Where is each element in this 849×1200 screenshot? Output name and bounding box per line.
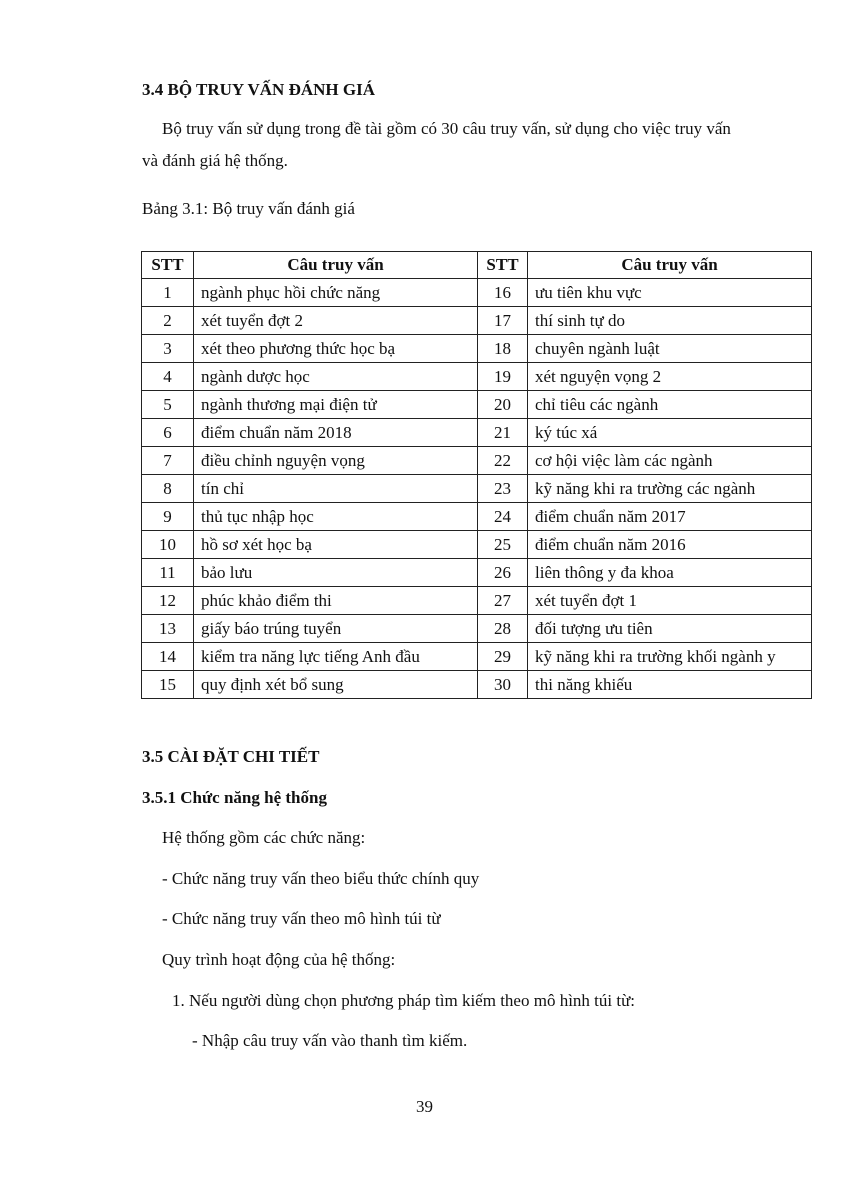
row-number: 24 [478,503,528,531]
query-text: liên thông y đa khoa [528,559,812,587]
table-caption: Bảng 3.1: Bộ truy vấn đánh giá [142,199,355,218]
query-table [141,251,812,699]
row-number: 17 [478,307,528,335]
row-number: 11 [142,559,194,587]
row-number: 19 [478,363,528,391]
query-text: tín chỉ [194,475,478,503]
table-row [142,503,812,531]
query-text: xét theo phương thức học bạ [194,335,478,363]
table-row [142,587,812,615]
query-text: thủ tục nhập học [194,503,478,531]
body-line: Hệ thống gồm các chức năng: [162,828,366,847]
row-number: 4 [142,363,194,391]
row-number: 6 [142,419,194,447]
subsection-heading: 3.5.1 Chức năng hệ thống [142,788,327,807]
query-text: ngành phục hồi chức năng [194,279,478,307]
row-number: 22 [478,447,528,475]
query-text: ngành dược học [194,363,478,391]
query-text: quy định xét bổ sung [194,671,478,699]
row-number: 2 [142,307,194,335]
section-heading-2: 3.5 CÀI ĐẶT CHI TIẾT [142,747,320,766]
row-number: 9 [142,503,194,531]
row-number: 18 [478,335,528,363]
row-number: 16 [478,279,528,307]
row-number: 28 [478,615,528,643]
query-text: ngành thương mại điện tử [194,391,478,419]
query-text: thí sinh tự do [528,307,812,335]
body-line: - Chức năng truy vấn theo biểu thức chính quy [162,869,480,888]
row-number: 12 [142,587,194,615]
query-text: kỹ năng khi ra trường khối ngành y [528,643,812,671]
table-row [142,363,812,391]
query-text: điểm chuẩn năm 2018 [194,419,478,447]
query-text: điểm chuẩn năm 2016 [528,531,812,559]
page-number: 39 [416,1097,433,1116]
table-row [142,279,812,307]
row-number: 15 [142,671,194,699]
table-row [142,335,812,363]
header-stt-right: STT [478,252,528,279]
header-query-left: Câu truy vấn [194,252,478,279]
query-text: kiểm tra năng lực tiếng Anh đầu [194,643,478,671]
row-number: 27 [478,587,528,615]
header-query-right: Câu truy vấn [528,252,812,279]
row-number: 30 [478,671,528,699]
row-number: 29 [478,643,528,671]
table-row [142,419,812,447]
query-text: thi năng khiếu [528,671,812,699]
table-row [142,447,812,475]
query-text: bảo lưu [194,559,478,587]
query-text: giấy báo trúng tuyển [194,615,478,643]
table-row [142,643,812,671]
row-number: 14 [142,643,194,671]
query-text: ưu tiên khu vực [528,279,812,307]
row-number: 10 [142,531,194,559]
table-row [142,307,812,335]
row-number: 3 [142,335,194,363]
row-number: 26 [478,559,528,587]
intro-paragraph-line-2: và đánh giá hệ thống. [142,151,288,170]
section-heading: 3.4 BỘ TRUY VẤN ĐÁNH GIÁ [142,80,375,99]
query-text: đối tượng ưu tiên [528,615,812,643]
table-row [142,391,812,419]
table-row [142,475,812,503]
row-number: 7 [142,447,194,475]
table-row [142,671,812,699]
row-number: 20 [478,391,528,419]
query-text: hồ sơ xét học bạ [194,531,478,559]
numbered-list-item: 1. Nếu người dùng chọn phương pháp tìm kiếm theo mô hình túi từ: [172,991,636,1010]
row-number: 1 [142,279,194,307]
query-text: cơ hội việc làm các ngành [528,447,812,475]
table-row [142,531,812,559]
query-text: xét tuyển đợt 2 [194,307,478,335]
row-number: 25 [478,531,528,559]
row-number: 8 [142,475,194,503]
body-line: - Chức năng truy vấn theo mô hình túi từ [162,909,441,928]
query-text: kỹ năng khi ra trường các ngành [528,475,812,503]
query-text: điểm chuẩn năm 2017 [528,503,812,531]
header-stt-left: STT [142,252,194,279]
row-number: 5 [142,391,194,419]
table-header-row [142,252,812,279]
intro-paragraph-line-1: Bộ truy vấn sử dụng trong đề tài gồm có 30 câu truy vấn, sử dụng cho việc truy vấn [162,119,731,138]
query-text: phúc khảo điểm thi [194,587,478,615]
row-number: 13 [142,615,194,643]
query-text: chỉ tiêu các ngành [528,391,812,419]
query-text: xét nguyện vọng 2 [528,363,812,391]
row-number: 21 [478,419,528,447]
row-number: 23 [478,475,528,503]
query-text: điều chỉnh nguyện vọng [194,447,478,475]
table-row [142,559,812,587]
query-text: xét tuyển đợt 1 [528,587,812,615]
table-row [142,615,812,643]
body-line: - Nhập câu truy vấn vào thanh tìm kiếm. [192,1031,468,1050]
body-line: Quy trình hoạt động của hệ thống: [162,950,396,969]
query-text: chuyên ngành luật [528,335,812,363]
query-text: ký túc xá [528,419,812,447]
